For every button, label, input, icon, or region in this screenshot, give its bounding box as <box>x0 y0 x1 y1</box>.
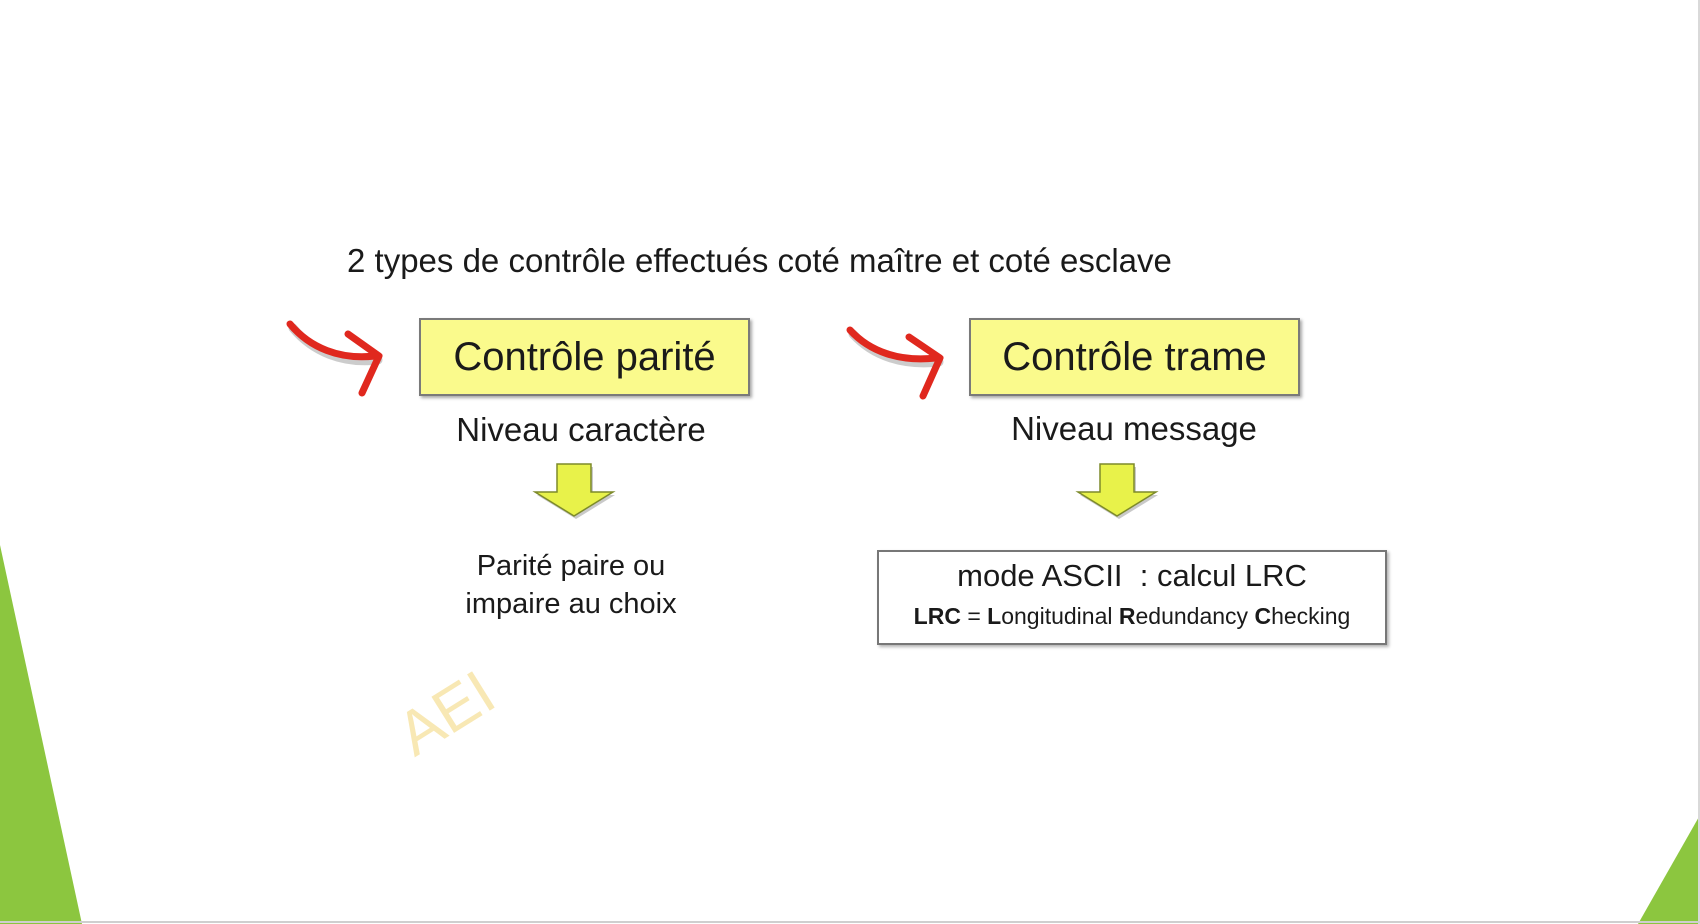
parity-result-line-1: Parité paire ou <box>476 550 666 582</box>
parity-control-box <box>419 318 750 396</box>
lrc-word2-rest: edundancy <box>1135 603 1255 629</box>
lrc-word3-rest: hecking <box>1271 603 1351 629</box>
lrc-word3-initial: C <box>1254 603 1272 629</box>
down-arrow-icon <box>535 464 615 519</box>
down-arrow-icon <box>1078 464 1158 519</box>
character-level-label: Niveau caractère <box>456 411 706 448</box>
watermark: AEI <box>385 657 507 770</box>
lrc-definition-line <box>879 603 1385 630</box>
diagram-heading: 2 types de contrôle effectués coté maître et coté esclave <box>347 242 1172 279</box>
green-right-accent <box>1638 815 1700 924</box>
lrc-word1-rest: ongitudinal <box>1001 603 1119 629</box>
frame-control-box <box>969 318 1300 396</box>
message-level-label: Niveau message <box>1011 410 1257 447</box>
ascii-mode-line <box>879 558 1385 594</box>
frame-control-label: Contrôle trame <box>1002 334 1267 379</box>
lrc-equals: = <box>960 603 988 629</box>
lrc-word2-initial: R <box>1118 603 1136 629</box>
curved-red-arrow-icon <box>290 324 379 393</box>
curved-red-arrow-icon <box>850 330 940 396</box>
lrc-box <box>877 550 1387 645</box>
lrc-word1-initial: L <box>987 603 1002 629</box>
parity-result-line-2: impaire au choix <box>465 588 677 620</box>
lrc-abbr: LRC <box>913 603 961 629</box>
green-left-accent <box>0 545 82 924</box>
parity-control-label: Contrôle parité <box>453 334 716 379</box>
ascii-mode-text: mode ASCII : calcul LRC <box>957 558 1307 593</box>
parity-result-text <box>465 547 676 623</box>
